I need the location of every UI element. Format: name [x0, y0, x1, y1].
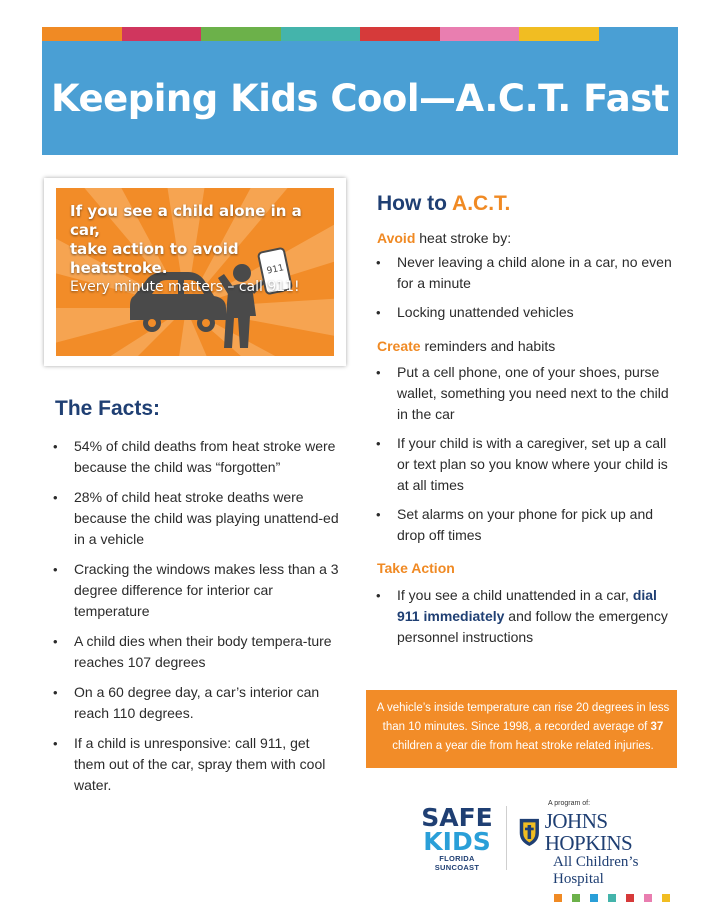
fact-item: • Cracking the windows makes less than a 3 degree difference for interior car temperature	[52, 559, 342, 622]
avoid-subheading	[377, 230, 511, 246]
create-item: • Put a cell phone, one of your shoes, purse wallet, something you need next to the child in the car	[375, 362, 675, 425]
create-item: • If your child is with a caregiver, set up a call or text plan so you know where your child is at all times	[375, 433, 675, 496]
poster-line-3: Every minute matters – call 911!	[70, 279, 300, 295]
callout-text-1: A vehicle’s inside temperature can rise 20 degrees in less than 10 minutes. Since 1998, a recorded average of	[376, 702, 670, 733]
color-stripe	[42, 27, 678, 41]
color-dot	[662, 894, 670, 902]
take-action-bold: dial 911 immediately	[397, 587, 657, 624]
act-heading-accent: A.C.T.	[452, 192, 511, 215]
avoid-item: • Never leaving a child alone in a car, no even for a minute	[375, 252, 675, 294]
fact-item: • 28% of child heat stroke deaths were because the child was playing unattend-ed in a vehicle	[52, 487, 342, 550]
header-banner	[42, 41, 678, 155]
facts-list	[52, 436, 342, 805]
fact-item: • 54% of child deaths from heat stroke were because the child was “forgotten”	[52, 436, 342, 478]
safe-kids-line-3: FLORIDA	[439, 854, 475, 863]
avoid-rest: heat stroke by:	[415, 230, 512, 246]
take-action-item	[375, 585, 675, 648]
stripe-segment	[42, 27, 122, 41]
stripe-segment	[360, 27, 440, 41]
color-dot	[626, 894, 634, 902]
color-dot	[590, 894, 598, 902]
avoid-item: • Locking unattended vehicles	[375, 302, 675, 323]
jh-hospital: All Children’s Hospital	[553, 854, 639, 887]
stripe-segment	[122, 27, 202, 41]
shield-icon	[518, 815, 541, 849]
stripe-segment	[599, 27, 679, 41]
stripe-segment	[440, 27, 520, 41]
stripe-segment	[281, 27, 361, 41]
logo-divider	[506, 806, 507, 870]
create-subheading	[377, 338, 555, 354]
jh-color-dots	[554, 894, 680, 902]
stripe-segment	[519, 27, 599, 41]
take-action-list	[375, 585, 675, 656]
program-of-label: A program of:	[548, 800, 591, 807]
color-dot	[644, 894, 652, 902]
page-title: Keeping Kids Cool—A.C.T. Fast	[51, 76, 669, 120]
safe-kids-logo	[420, 803, 494, 872]
act-heading	[377, 192, 510, 216]
jh-name: JOHNS HOPKINS	[544, 809, 633, 855]
statistics-callout	[366, 690, 677, 768]
color-dot	[608, 894, 616, 902]
take-action-subheading	[377, 560, 455, 576]
safe-kids-line-4: SUNCOAST	[434, 863, 480, 872]
poster-frame	[44, 178, 346, 366]
callout-bold: 37	[650, 721, 664, 733]
johns-hopkins-logo	[518, 800, 680, 902]
facts-heading: The Facts:	[55, 397, 161, 420]
fact-item: • If a child is unresponsive: call 911, get them out of the car, spray them with cool water.	[52, 733, 342, 796]
color-dot	[554, 894, 562, 902]
act-heading-prefix: How to	[377, 192, 447, 215]
create-list	[375, 362, 675, 554]
create-rest: reminders and habits	[420, 338, 556, 354]
safe-kids-line-2: KIDS	[423, 827, 491, 856]
safe-kids-line-1: SAFE	[421, 803, 493, 832]
create-keyword: Create	[377, 338, 421, 354]
poster-line-1: If you see a child alone in a car,	[70, 202, 302, 239]
heatstroke-poster	[56, 188, 334, 356]
take-action-keyword: Take Action	[377, 560, 455, 576]
avoid-list	[375, 252, 675, 331]
fact-item: • On a 60 degree day, a car’s interior can reach 110 degrees.	[52, 682, 342, 724]
color-dot	[572, 894, 580, 902]
avoid-keyword: Avoid	[377, 230, 416, 246]
poster-text	[70, 202, 334, 297]
callout-text-2: children a year die from heat stroke related injuries.	[392, 740, 654, 752]
poster-line-2: take action to avoid heatstroke.	[70, 240, 239, 277]
fact-item: • A child dies when their body tempera-ture reaches 107 degrees	[52, 631, 342, 673]
stripe-segment	[201, 27, 281, 41]
take-action-text-2: and follow the emergency personnel instructions	[397, 608, 668, 645]
svg-text:911: 911	[265, 263, 285, 277]
create-item: • Set alarms on your phone for pick up and drop off times	[375, 504, 675, 546]
take-action-text-1: If you see a child unattended in a car,	[397, 587, 633, 603]
